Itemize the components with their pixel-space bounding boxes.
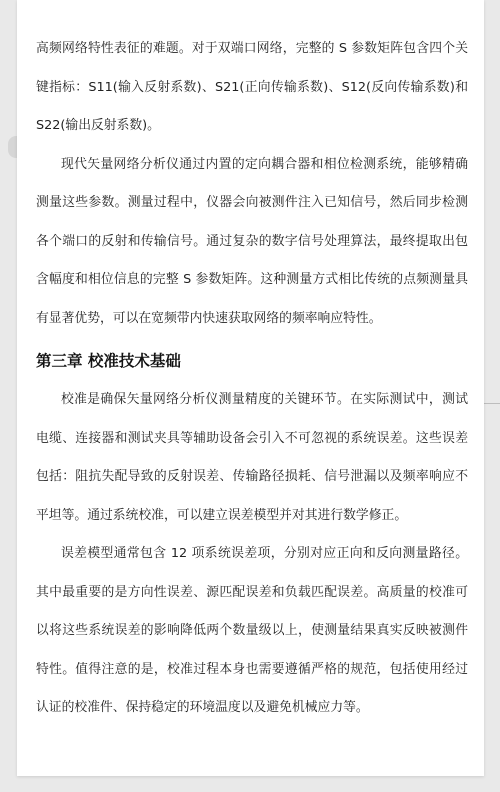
paragraph-1: 高频网络特性表征的难题。对于双端口网络，完整的 S 参数矩阵包含四个关键指标：S11(输入反射系数)、S21(正向传输系数)、S12(反向传输系数)和 S22(输出反射系数)。 xyxy=(36,41,468,133)
document-page xyxy=(17,0,484,776)
paragraph-3: 校准是确保矢量网络分析仪测量精度的关键环节。在实际测试中，测试电缆、连接器和测试夹具等辅助设备会引入不可忽视的系统误差。这些误差包括：阻抗失配导致的反射误差、传输路径损耗、信号泄漏以及频率响应不平坦等。通过系统校准，可以建立误差模型并对其进行数学修正。 xyxy=(36,392,468,523)
page-edge-marker xyxy=(484,403,500,404)
chapter-heading: 第三章 校准技术基础 xyxy=(36,352,181,370)
paragraph-4: 误差模型通常包含 12 项系统误差项，分别对应正向和反向测量路径。其中最重要的是方向性误差、源匹配误差和负载匹配误差。高质量的校准可以将这些系统误差的影响降低两个数量级以上，使测量结果真实反映被测件特性。值得注意的是，校准过程本身也需要遵循严格的规范，包括使用经过认证的校准件、保持稳定的环境温度以及避免机械应力等。 xyxy=(36,546,468,715)
document-body xyxy=(36,30,468,728)
paragraph-2: 现代矢量网络分析仪通过内置的定向耦合器和相位检测系统，能够精确测量这些参数。测量过程中，仪器会向被测件注入已知信号，然后同步检测各个端口的反射和传输信号。通过复杂的数字信号处理算法，最终提取出包含幅度和相位信息的完整 S 参数矩阵。这种测量方式相比传统的点频测量具有显著优势，可以在宽频带内快速获取网络的频率响应特性。 xyxy=(36,156,468,326)
